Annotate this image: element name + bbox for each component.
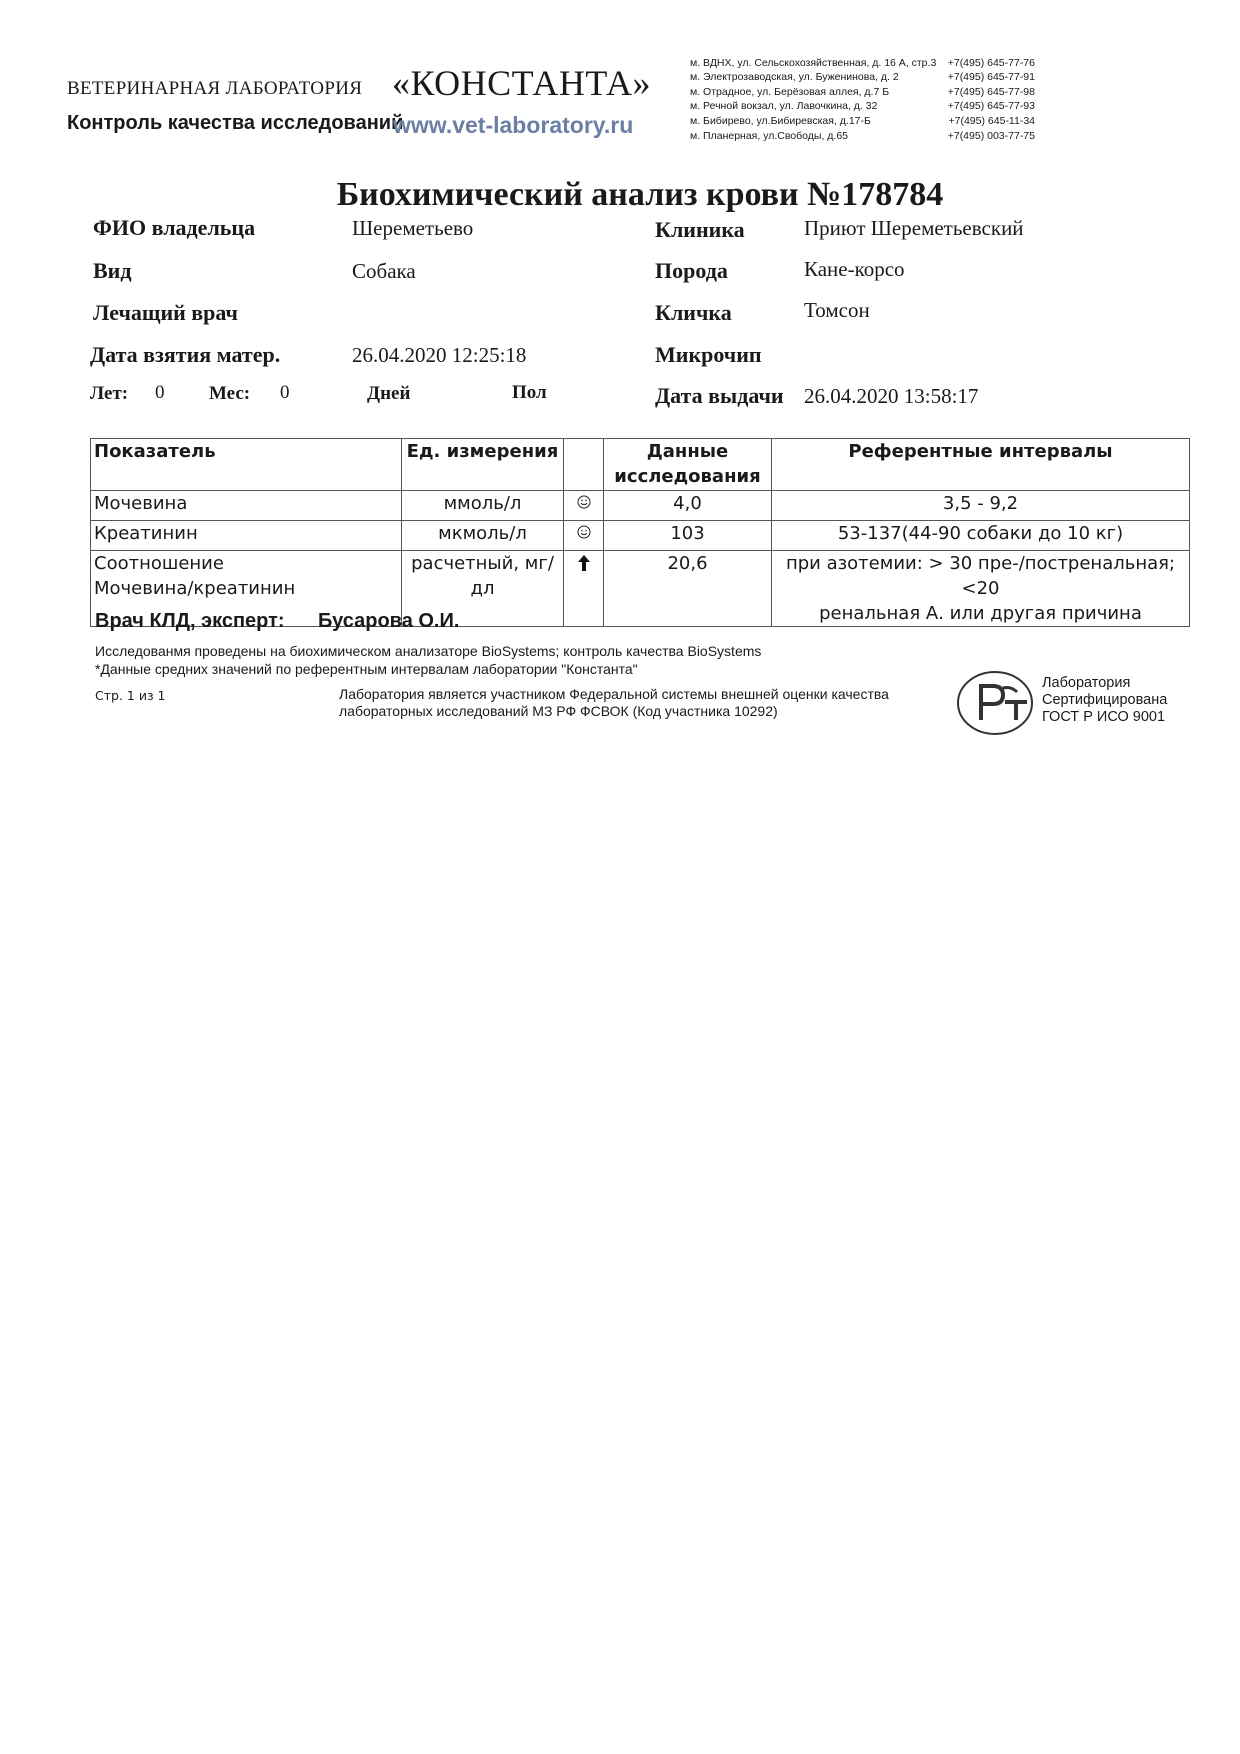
species-label: Вид [93,258,132,283]
reference-line2: ренальная А. или другая причина [819,603,1142,624]
sex-label: Пол [512,382,547,403]
doctor-label: Лечащий врач [93,300,238,325]
reference-cell: 53-137(44-90 собаки до 10 кг) [772,521,1190,551]
table-row [91,491,1190,521]
indicator-line2: Мочевина/креатинин [94,578,296,599]
results-table [90,438,1190,627]
flag-cell [564,551,604,627]
years-value: 0 [155,382,165,403]
col-header-indicator: Показатель [91,439,402,491]
result-cell: 20,6 [604,551,772,627]
lab-caption: ВЕТЕРИНАРНАЯ ЛАБОРАТОРИЯ [67,78,363,99]
address-text: м. Отрадное, ул. Берёзовая аллея, д.7 Б [690,86,890,98]
owner-label: ФИО владельца [93,215,256,240]
reference-line1: при азотемии: > 30 пре-/постренальная; <20 [785,553,1176,599]
phone-text: +7(495) 645-77-76 [947,57,1035,69]
page-number: Стр. 1 из 1 [95,688,166,703]
address-row [690,115,1035,129]
clinic-value: Приют Шереметьевский [804,216,1024,240]
col-header-unit: Ед. измерения [402,439,564,491]
indicator-line1: Соотношение [94,553,224,574]
arrow-up-icon [576,554,592,572]
issue-date-value: 26.04.2020 13:58:17 [804,384,979,408]
col-header-result-line1: Данные [646,441,729,462]
lab-name: «КОНСТАНТА» [392,63,652,103]
smile-icon [577,525,591,539]
address-text: м. Планерная, ул.Свободы, д.65 [690,130,849,142]
reference-cell [772,551,1190,627]
result-cell: 103 [604,521,772,551]
fsvok-note-line1: Лаборатория является участником Федеральной системы внешней оценки качества [339,686,889,702]
lab-subtitle: Контроль качества исследований [67,112,404,134]
col-header-result-line2: исследования [614,466,761,487]
address-row [690,57,1035,71]
expert-label: Врач КЛД, эксперт: [95,610,285,632]
flag-cell [564,521,604,551]
phone-text: +7(495) 645-11-34 [948,115,1035,127]
unit-cell: ммоль/л [402,491,564,521]
flag-cell [564,491,604,521]
indicator-cell: Креатинин [91,521,402,551]
analyzer-note: Исследованмя проведены на биохимическом анализаторе BioSystems; контроль качества BioSystems [95,643,762,659]
phone-text: +7(495) 645-77-91 [947,71,1035,83]
cert-text-line1: Лаборатория [1042,675,1131,691]
months-label: Мес: [209,383,251,404]
microchip-label: Микрочип [655,342,762,367]
pet-name-label: Кличка [655,300,732,325]
fsvok-note-line2: лабораторных исследований МЗ РФ ФСВОК (Код участника 10292) [339,703,778,719]
result-cell: 4,0 [604,491,772,521]
phone-text: +7(495) 003-77-75 [947,130,1035,142]
col-header-reference: Референтные интервалы [772,439,1190,491]
col-header-flag [564,439,604,491]
unit-cell: мкмоль/л [402,521,564,551]
phone-text: +7(495) 645-77-93 [947,100,1035,112]
address-text: м. Речной вокзал, ул. Лавочкина, д. 32 [690,100,878,112]
owner-value: Шереметьево [352,216,474,240]
months-value: 0 [280,382,290,403]
unit-cell: расчетный, мг/дл [402,551,564,627]
phone-text: +7(495) 645-77-98 [947,86,1035,98]
cert-text-line2: Сертифицирована [1042,692,1168,708]
days-label: Дней [367,383,411,404]
indicator-cell: Мочевина [91,491,402,521]
pet-name-value: Томсон [804,298,870,322]
reference-note: *Данные средних значений по референтным интервалам лаборатории "Константа" [95,661,638,677]
reference-cell: 3,5 - 9,2 [772,491,1190,521]
address-row [690,130,1035,144]
issue-date-label: Дата выдачи [655,383,784,408]
expert-name: Бусарова О.И. [318,610,460,632]
table-row [91,521,1190,551]
certification-logo-icon [955,668,1041,738]
clinic-label: Клиника [655,217,745,242]
breed-label: Порода [655,258,728,283]
lab-website-link[interactable]: www.vet-laboratory.ru [393,112,634,138]
address-text: м. Электрозаводская, ул. Буженинова, д. 2 [690,71,899,83]
sample-date-label: Дата взятия матер. [90,342,281,367]
table-header-row [91,439,1190,491]
sample-date-value: 26.04.2020 12:25:18 [352,343,527,367]
address-text: м. ВДНХ, ул. Сельскохозяйственная, д. 16 А, стр.3 [690,57,937,69]
address-text: м. Бибирево, ул.Бибиревская, д.17-Б [690,115,871,127]
species-value: Собака [352,259,416,283]
document-title: Биохимический анализ крови №178784 [336,176,944,213]
breed-value: Кане-корсо [804,257,905,281]
address-row [690,71,1035,85]
cert-text-line3: ГОСТ Р ИСО 9001 [1042,709,1166,725]
smile-icon [577,495,591,509]
col-header-result [604,439,772,491]
years-label: Лет: [90,383,129,404]
address-row [690,100,1035,114]
address-row [690,86,1035,100]
